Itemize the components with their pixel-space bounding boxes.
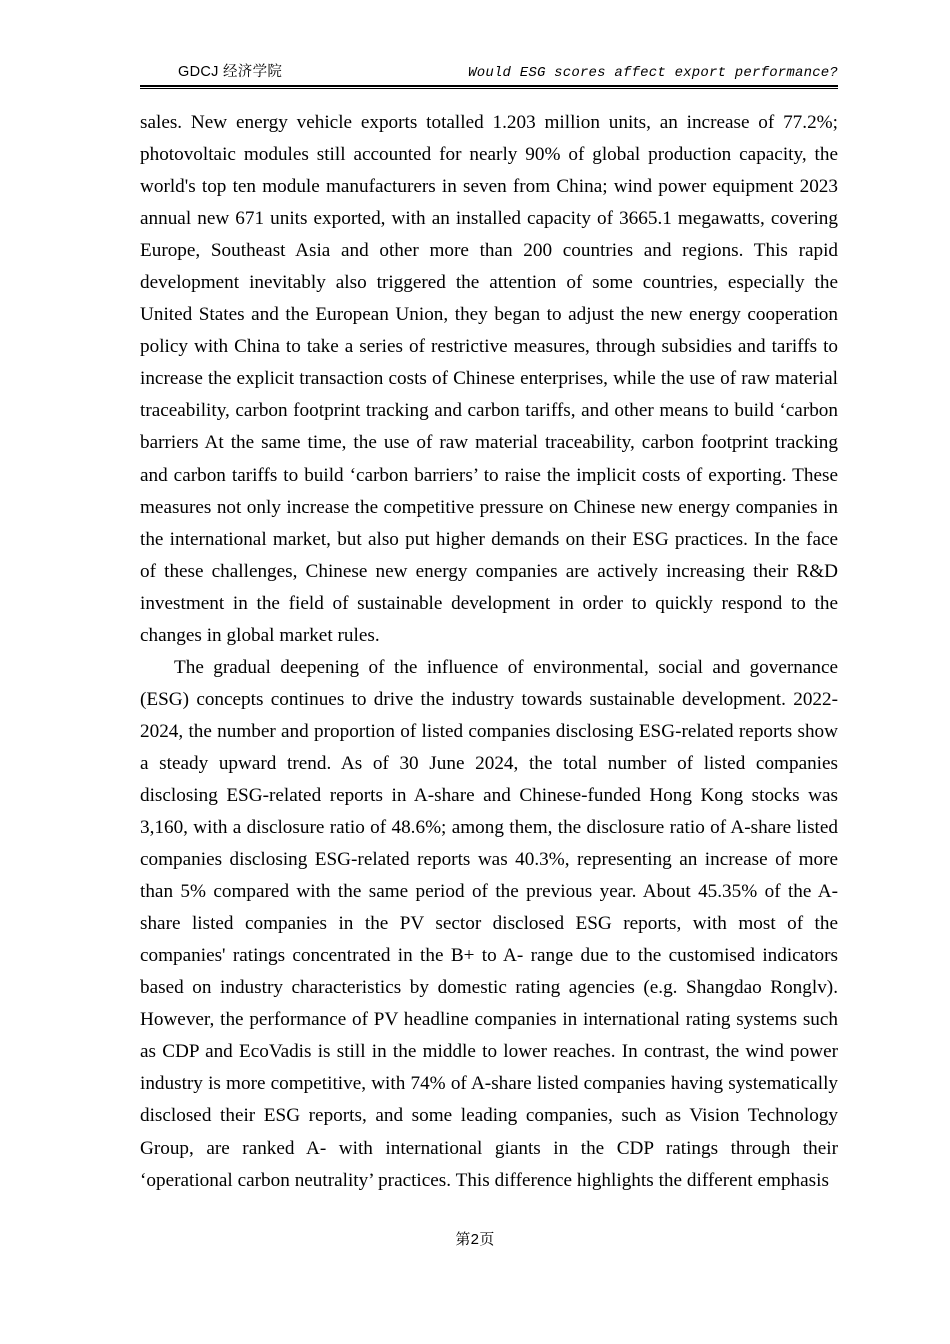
page-header-row xyxy=(140,60,838,86)
header-divider xyxy=(140,85,838,89)
document-body xyxy=(140,107,838,1197)
header-title-label: Would ESG scores affect export performance? xyxy=(468,65,838,81)
header-divider-thick-line xyxy=(140,85,838,87)
body-paragraph-2: The gradual deepening of the influence of environmental, social and governance (ESG) concepts continues to drive the industry towards sustainable development. 2022-2024, the number and proportion of listed companies disclosing ESG-related reports show a steady upward trend. As of 30 June 2024, the total number of listed companies disclosing ESG-related reports in A-share and Chinese-funded Hong Kong stocks was 3,160, with a disclosure ratio of 48.6%; among them, the disclosure ratio of A-share listed companies disclosing ESG-related reports was 40.3%, representing an increase of more than 5% compared with the same period of the previous year. About 45.35% of the A-share listed companies in the PV sector disclosed ESG reports, with most of the companies' ratings concentrated in the B+ to A- range due to the customised indicators based on industry characteristics by domestic rating agencies (e.g. Shangdao Ronglv). However, the performance of PV headline companies in international rating systems such as CDP and EcoVadis is still in the middle to lower reaches. In contrast, the wind power industry is more competitive, with 74% of A-share listed companies having systematically disclosed their ESG reports, and some leading companies, such as Vision Technology Group, are ranked A- with international giants in the CDP ratings through their ‘operational carbon neutrality’ practices. This difference highlights the different emphasis xyxy=(140,656,838,1191)
page-number-label: 第2页 xyxy=(455,1231,495,1248)
page-footer xyxy=(0,1228,950,1249)
header-divider-thin-line xyxy=(140,88,838,89)
body-paragraph-1: sales. New energy vehicle exports totalled 1.203 million units, an increase of 77.2%; photovoltaic modules still accounted for nearly 90% of global production capacity, the world's top ten module manufacturers in seven from China; wind power equipment 2023 annual new 671 units exported, with an installed capacity of 3665.1 megawatts, covering Europe, Southeast Asia and other more than 200 countries and regions. This rapid development inevitably also triggered the attention of some countries, especially the United States and the European Union, they began to adjust the new energy cooperation policy with China to take a series of restrictive measures, through subsidies and tariffs to increase the explicit transaction costs of Chinese enterprises, while the use of raw material traceability, carbon footprint tracking and carbon tariffs, and other means to build ‘carbon barriers At the same time, the use of raw material traceability, carbon footprint tracking and carbon tariffs to build ‘carbon barriers’ to raise the implicit costs of exporting. These measures not only increase the competitive pressure on Chinese new energy companies in the international market, but also put higher demands on their ESG practices. In the face of these challenges, Chinese new energy companies are actively increasing their R&D investment in the field of sustainable development in order to quickly respond to the changes in global market rules. xyxy=(140,112,838,646)
header-institution-label: GDCJ 经济学院 xyxy=(178,64,283,80)
